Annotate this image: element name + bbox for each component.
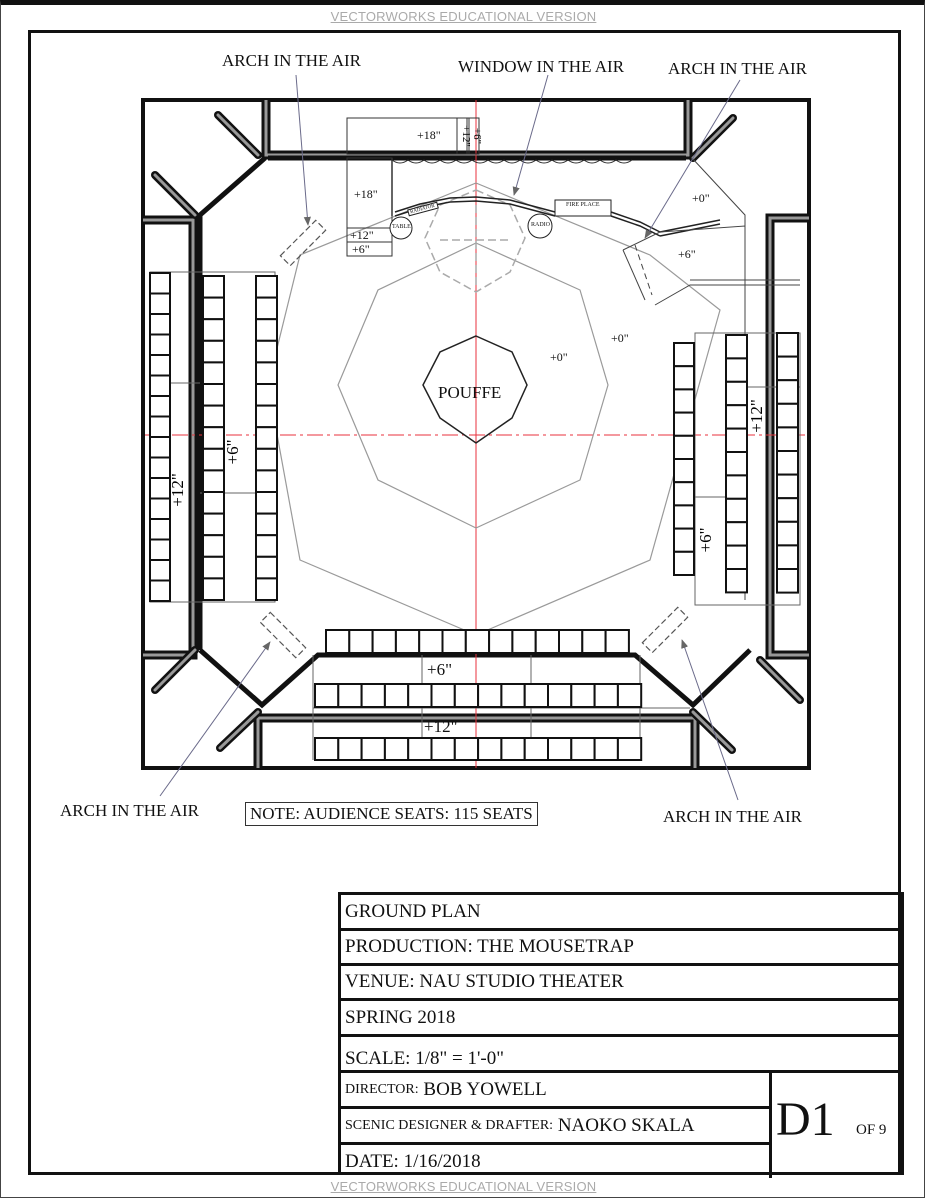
watermark-top: VECTORWORKS EDUCATIONAL VERSION xyxy=(330,9,597,24)
acting-area xyxy=(268,183,720,635)
seat xyxy=(256,514,277,536)
seat xyxy=(349,630,372,653)
seat xyxy=(478,738,501,760)
seat xyxy=(203,319,224,341)
audience-seats xyxy=(150,273,798,760)
seat xyxy=(455,738,478,760)
seat xyxy=(606,630,629,653)
audience-seats-note: NOTE: AUDIENCE SEATS: 115 SEATS xyxy=(245,802,538,826)
seat xyxy=(150,540,170,561)
seat xyxy=(150,314,170,335)
seat xyxy=(512,630,535,653)
seat xyxy=(559,630,582,653)
seat xyxy=(466,630,489,653)
fireplace-label: FIRE PLACE xyxy=(566,202,600,208)
seat xyxy=(726,429,747,452)
seat xyxy=(525,738,548,760)
seat xyxy=(726,358,747,381)
seat xyxy=(777,357,798,381)
seat xyxy=(419,630,442,653)
seat xyxy=(256,427,277,449)
callout-arch-bottom-right: ARCH IN THE AIR xyxy=(663,807,802,826)
seat xyxy=(618,738,641,760)
seat xyxy=(256,492,277,514)
designer-name: NAOKO SKALA xyxy=(557,1114,695,1136)
table-label: TABLE xyxy=(392,224,411,230)
seat xyxy=(203,341,224,363)
seat xyxy=(501,684,524,707)
seat xyxy=(256,470,277,492)
tb-scale: SCALE: 1/8" = 1'-0" xyxy=(341,1037,904,1073)
seat xyxy=(396,630,419,653)
tb-designer xyxy=(341,1109,769,1145)
upstage-level-c: +6" xyxy=(471,127,483,145)
seat xyxy=(256,557,277,579)
seat xyxy=(203,492,224,514)
seat xyxy=(203,384,224,406)
seat xyxy=(256,276,277,298)
watermark-bottom: VECTORWORKS EDUCATIONAL VERSION xyxy=(330,1179,597,1194)
seat xyxy=(726,475,747,498)
seat xyxy=(150,396,170,417)
sheet-number-box xyxy=(769,1072,904,1178)
seat xyxy=(385,738,408,760)
seat xyxy=(674,552,694,575)
bottom-back-level: +12" xyxy=(424,717,458,736)
title-block-right-edge xyxy=(901,892,904,1175)
seat xyxy=(777,333,798,357)
seat xyxy=(777,380,798,404)
seat xyxy=(150,560,170,581)
seat xyxy=(203,535,224,557)
seat xyxy=(777,451,798,475)
stage-left-level-b: +12" xyxy=(350,228,374,242)
left-inner-level: +6" xyxy=(223,439,242,465)
tb-director xyxy=(341,1073,769,1109)
seat xyxy=(373,630,396,653)
seat xyxy=(315,684,338,707)
seat xyxy=(536,630,559,653)
seat xyxy=(150,478,170,499)
stage-right-lower-level: +6" xyxy=(678,247,696,261)
tb-production: PRODUCTION: THE MOUSETRAP xyxy=(341,931,904,966)
seat xyxy=(777,545,798,569)
seat xyxy=(443,630,466,653)
tb-date: DATE: 1/16/2018 xyxy=(345,1150,481,1172)
seat xyxy=(674,389,694,412)
right-outer-level: +12" xyxy=(747,399,766,433)
designer-label: SCENIC DESIGNER & DRAFTER: xyxy=(345,1117,554,1133)
right-inner-level: +6" xyxy=(696,527,715,553)
seat xyxy=(150,499,170,520)
seat xyxy=(150,376,170,397)
seat xyxy=(618,684,641,707)
seat xyxy=(726,522,747,545)
seat xyxy=(203,470,224,492)
seat xyxy=(203,362,224,384)
seat xyxy=(726,382,747,405)
tb-season: SPRING 2018 xyxy=(341,1001,904,1037)
seat xyxy=(777,522,798,546)
seat xyxy=(256,384,277,406)
seat xyxy=(777,498,798,522)
seat xyxy=(150,581,170,602)
seat xyxy=(501,738,524,760)
seat xyxy=(726,405,747,428)
inner-walls xyxy=(200,158,750,705)
seat xyxy=(203,578,224,600)
seat xyxy=(203,406,224,428)
callout-window: WINDOW IN THE AIR xyxy=(458,57,625,76)
seat xyxy=(150,437,170,458)
seat xyxy=(582,630,605,653)
seat xyxy=(203,514,224,536)
seat xyxy=(489,630,512,653)
stage-right-upper-level: +0" xyxy=(692,191,710,205)
tb-venue: VENUE: NAU STUDIO THEATER xyxy=(341,966,904,1001)
seat xyxy=(571,684,594,707)
seat xyxy=(726,452,747,475)
seat xyxy=(674,343,694,366)
sheet-number: D1 xyxy=(776,1093,835,1146)
seat xyxy=(338,684,361,707)
seat xyxy=(432,738,455,760)
seat xyxy=(726,546,747,569)
stage-left-level-a: +18" xyxy=(354,187,378,201)
seat xyxy=(674,529,694,552)
director-label: DIRECTOR: xyxy=(345,1081,419,1097)
seat xyxy=(256,406,277,428)
seat xyxy=(150,458,170,479)
seat xyxy=(338,738,361,760)
center-inner-level: +0" xyxy=(550,350,568,364)
seat xyxy=(203,557,224,579)
seat xyxy=(315,738,338,760)
seat xyxy=(150,355,170,376)
seat xyxy=(256,449,277,471)
seat xyxy=(548,684,571,707)
callout-arch-top-right: ARCH IN THE AIR xyxy=(668,59,807,78)
bottom-mid-level: +6" xyxy=(427,660,453,679)
seat xyxy=(478,684,501,707)
upstage-level-a: +18" xyxy=(417,128,441,142)
sheet-total: OF 9 xyxy=(856,1122,887,1138)
seat xyxy=(595,738,618,760)
seat xyxy=(726,499,747,522)
seat xyxy=(674,505,694,528)
radio-label: RADIO xyxy=(531,222,550,228)
seat xyxy=(256,362,277,384)
seat xyxy=(256,578,277,600)
seat xyxy=(150,519,170,540)
seat xyxy=(362,684,385,707)
seat xyxy=(150,417,170,438)
center-outer-level: +0" xyxy=(611,331,629,345)
arch-markers xyxy=(260,220,687,657)
seat xyxy=(256,298,277,320)
tb-title: GROUND PLAN xyxy=(341,895,904,931)
seat xyxy=(674,459,694,482)
seat xyxy=(548,738,571,760)
seat xyxy=(256,319,277,341)
seat xyxy=(385,684,408,707)
seat xyxy=(455,684,478,707)
seat xyxy=(595,684,618,707)
radiator-label: RADIATOR xyxy=(409,203,436,216)
seat xyxy=(777,475,798,499)
seat xyxy=(203,298,224,320)
callout-arch-bottom-left: ARCH IN THE AIR xyxy=(60,801,199,820)
dashed-unit xyxy=(425,190,525,292)
seat xyxy=(203,427,224,449)
seat xyxy=(777,404,798,428)
upstage-level-b: +12" xyxy=(460,125,472,147)
seat xyxy=(150,273,170,294)
seat xyxy=(726,335,747,358)
seat xyxy=(525,684,548,707)
title-block xyxy=(338,892,901,1175)
seat xyxy=(674,413,694,436)
seat xyxy=(326,630,349,653)
pouffe-label: POUFFE xyxy=(438,383,502,402)
seat xyxy=(150,335,170,356)
seat xyxy=(256,535,277,557)
seat xyxy=(674,366,694,389)
seat xyxy=(726,569,747,592)
seat xyxy=(777,569,798,593)
seat xyxy=(408,684,431,707)
seat xyxy=(203,449,224,471)
seat xyxy=(674,436,694,459)
seat xyxy=(432,684,455,707)
seat xyxy=(256,341,277,363)
seat xyxy=(150,294,170,315)
seat xyxy=(408,738,431,760)
left-outer-level: +12" xyxy=(168,473,187,507)
seat xyxy=(203,276,224,298)
director-name: BOB YOWELL xyxy=(423,1078,547,1100)
seat xyxy=(674,482,694,505)
seat xyxy=(362,738,385,760)
seat xyxy=(571,738,594,760)
seat xyxy=(777,427,798,451)
callout-arch-top-left: ARCH IN THE AIR xyxy=(222,51,361,70)
stage-left-level-c: +6" xyxy=(352,242,370,256)
